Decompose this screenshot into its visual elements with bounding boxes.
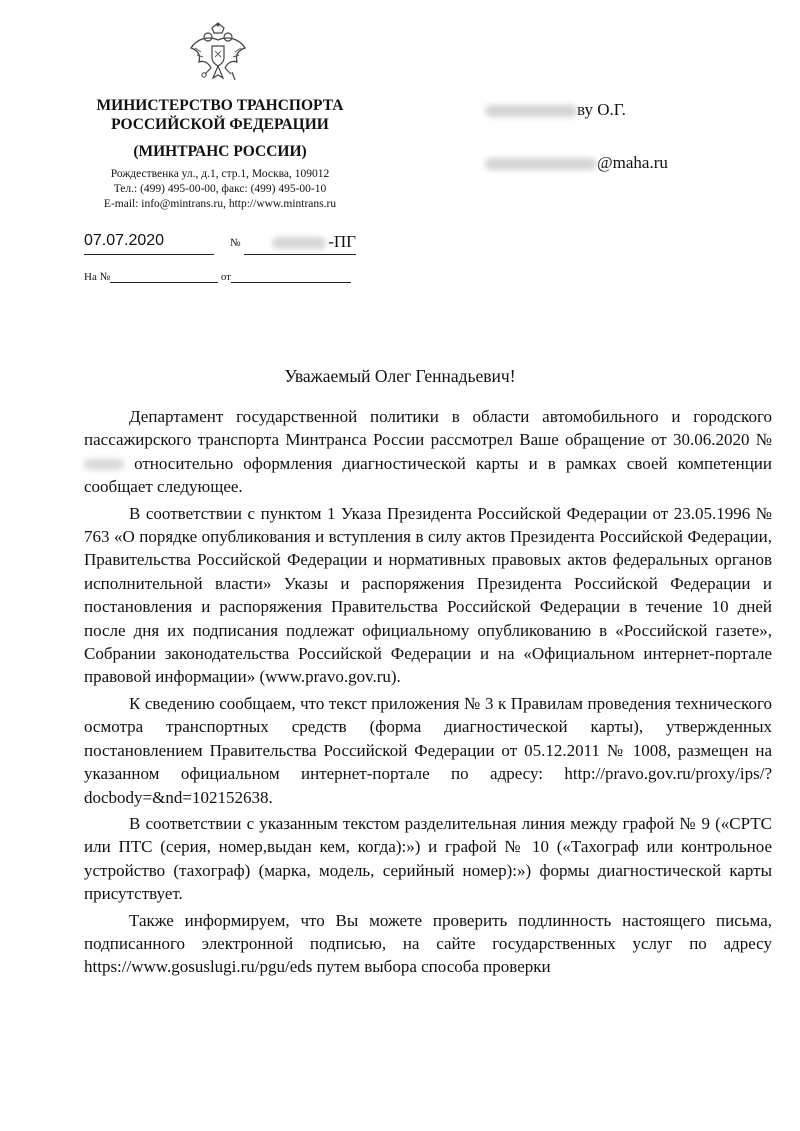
reply-reference-line [84,270,356,283]
redacted-email [485,158,597,170]
recipient-block [485,100,745,172]
paragraph-3: К сведению сообщаем, что текст приложения № 3 к Правилам проведения технического осмотра транспортных средств (форма диагностической карты), утвержденных постановлением Правительства Российской Федерации от 05.12.2011 № 1008, размещен на указанном официальном интернет-портале по адресу: http://pravo.gov.ru/proxy/ips/?docbody=&nd=102152638. [84,693,772,807]
reply-from-label: от [220,271,231,283]
recipient-email: @maha.ru [485,153,745,172]
ministry-short-name: (МИНТРАНС РОССИИ) [133,143,307,160]
ministry-contacts [70,167,370,212]
letter-body [84,405,772,982]
ministry-phone: Тел.: (499) 495-00-00, факс: (499) 495-00-10 [113,183,327,195]
letter-number [244,232,356,255]
ministry-line-2: РОССИЙСКОЙ ФЕДЕРАЦИИ [111,116,329,133]
letter-number-label: № [230,237,241,249]
ministry-address: Рождественка ул., д.1, стр.1, Москва, 109012 [110,168,330,180]
recipient-name: ву О.Г. [485,100,745,119]
greeting: Уважаемый Олег Геннадьевич! [284,366,516,386]
paragraph-2: В соответствии с пунктом 1 Указа Президента Российской Федерации от 23.05.1996 № 763 «О порядке опубликования и вступления в силу актов Президента Российской Федерации, Правительства Российской Федерации и нормативных правовых актов федеральных органов исполнительной власти» Указы и распоряжения Президента Российской Федерации и постановления и распоряжения Правительства Российской Федерации в течение 10 дней после дня их подписания подлежат официальному опубликованию в «Российской газете», Собрании законодательства Российской Федерации и на «Официальном интернет-портале правовой информации» (www.pravo.gov.ru). [84,503,772,687]
ministry-email: E-mail: info@mintrans.ru, http://www.mintrans.ru [103,198,337,210]
reply-date-field [231,270,351,283]
redacted-appeal-number [84,459,124,470]
coat-of-arms-icon [187,22,249,90]
paragraph-4: В соответствии с указанным текстом разделительная линия между графой № 9 («СРТС или ПТС (серия, номер,выдан кем, когда):») и графой № 10 («Тахограф или контрольное устройство (тахограф) (марка, модель, серийный номер):») формы диагностической карты присутствует. [84,813,772,904]
letter-number-suffix: -ПГ [328,232,356,251]
reply-number-field [110,270,218,283]
ministry-name [70,96,370,161]
redacted-surname [485,105,577,117]
letter-date: 07.07.2020 [84,232,214,255]
ministry-line-1: МИНИСТЕРСТВО ТРАНСПОРТА [96,97,344,114]
paragraph-1: Департамент государственной политики в области автомобильного и городского пассажирского транспорта Минтранса России рассмотрел Ваше обращение от 30.06.2020 № относительно оформления диагностической карты и в рамках своей компетенции сообщает следующее. [84,407,772,497]
redacted-number [272,237,326,249]
paragraph-5: Также информируем, что Вы можете проверить подлинность настоящего письма, подписанного электронной подписью, на сайте государственных услуг по адресу https://www.gosuslugi.ru/pgu/eds путем выбора способа проверки [84,910,772,977]
reply-to-label: На № [84,271,111,283]
